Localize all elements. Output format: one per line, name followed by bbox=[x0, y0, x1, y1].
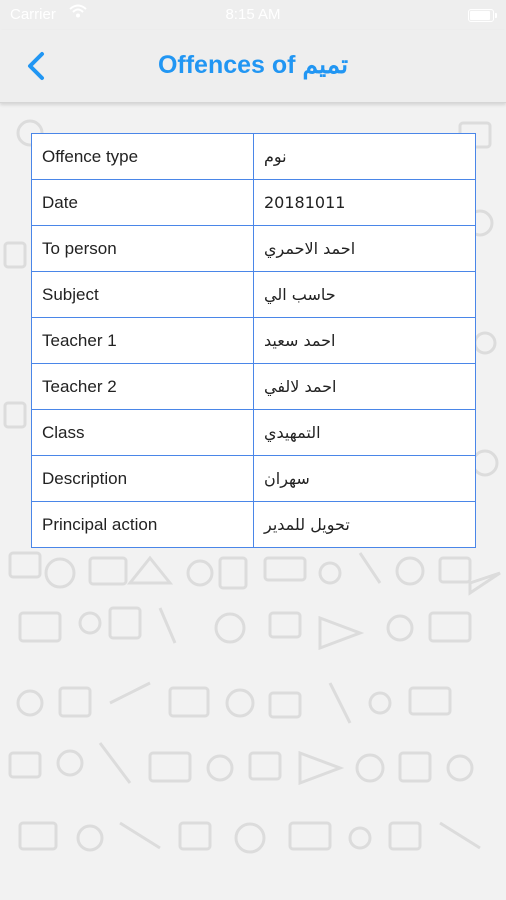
table-row bbox=[32, 502, 476, 548]
row-label: Offence type bbox=[32, 134, 254, 180]
row-label: Description bbox=[32, 456, 254, 502]
battery-icon bbox=[468, 9, 494, 22]
row-label: Class bbox=[32, 410, 254, 456]
table-row bbox=[32, 272, 476, 318]
page-title: Offences of تميم bbox=[157, 51, 349, 79]
row-label: Teacher 1 bbox=[32, 318, 254, 364]
table-row bbox=[32, 364, 476, 410]
table-row bbox=[32, 456, 476, 502]
row-label: Date bbox=[32, 180, 254, 226]
table-row bbox=[32, 180, 476, 226]
back-button[interactable] bbox=[22, 48, 54, 84]
status-bar bbox=[0, 0, 506, 30]
table-row bbox=[32, 134, 476, 180]
row-value: 20181011 bbox=[254, 180, 476, 226]
table-row bbox=[32, 410, 476, 456]
offence-details-table bbox=[31, 133, 476, 548]
row-value: تحويل للمدير bbox=[254, 502, 476, 548]
table-row bbox=[32, 226, 476, 272]
row-value: حاسب الي bbox=[254, 272, 476, 318]
clock: 8:15 AM bbox=[225, 6, 281, 23]
row-label: Principal action bbox=[32, 502, 254, 548]
row-value: احمد لالفي bbox=[254, 364, 476, 410]
row-value: التمهيدي bbox=[254, 410, 476, 456]
row-label: Subject bbox=[32, 272, 254, 318]
row-value: سهران bbox=[254, 456, 476, 502]
navigation-bar bbox=[0, 30, 506, 103]
table-row bbox=[32, 318, 476, 364]
row-value: احمد الاحمري bbox=[254, 226, 476, 272]
row-label: To person bbox=[32, 226, 254, 272]
chevron-left-icon bbox=[22, 48, 54, 84]
row-value: نوم bbox=[254, 134, 476, 180]
row-value: احمد سعيد bbox=[254, 318, 476, 364]
row-label: Teacher 2 bbox=[32, 364, 254, 410]
carrier-label: Carrier bbox=[10, 6, 56, 23]
